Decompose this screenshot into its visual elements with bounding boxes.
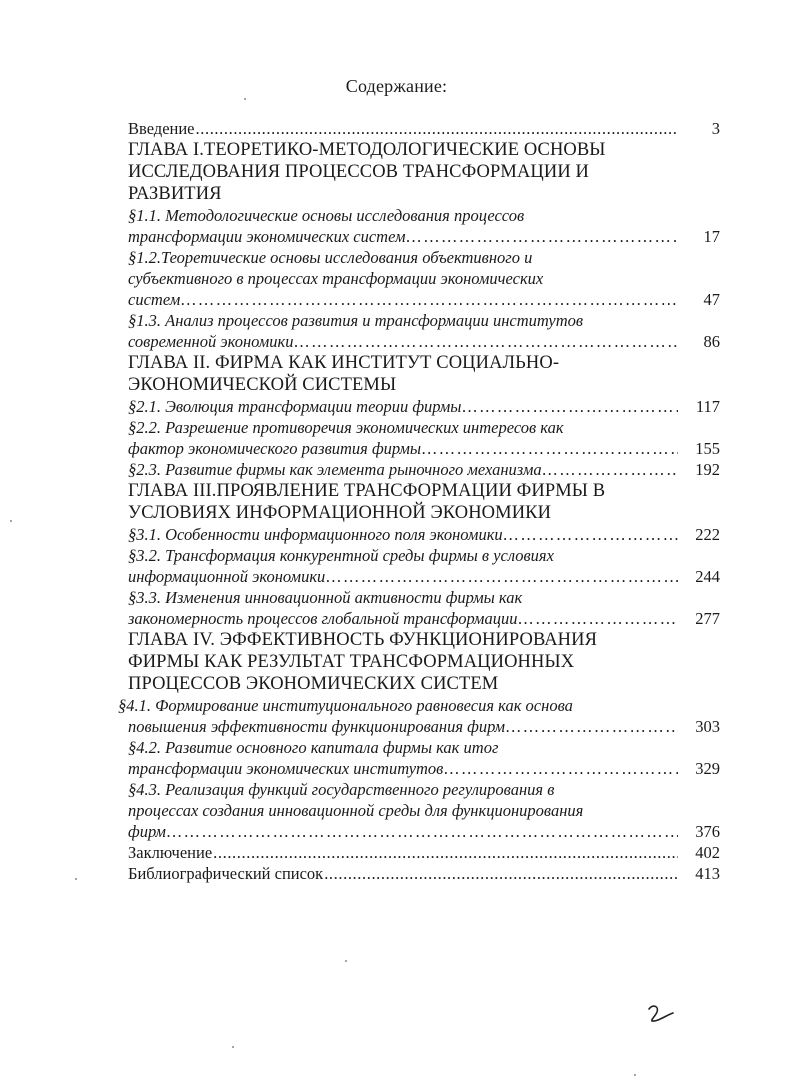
toc-entry-intro — [128, 118, 720, 139]
section-title-line: §3.2. Трансформация конкурентной среды фирмы в условиях — [128, 546, 554, 565]
section-title-line: процессах создания инновационной среды для функционирования — [128, 801, 584, 820]
table-of-contents — [118, 118, 720, 884]
dot-leader — [543, 459, 678, 480]
toc-page-number: 329 — [695, 759, 720, 778]
dot-leader — [324, 863, 678, 884]
toc-section-1-2 — [128, 247, 720, 310]
toc-entry-conclusion — [128, 842, 720, 863]
toc-section-1-1 — [128, 205, 720, 247]
scan-speck — [345, 960, 347, 962]
toc-entry-label: Библиографический список — [128, 864, 324, 883]
dot-leader — [407, 226, 678, 247]
toc-section-2-3 — [128, 459, 720, 480]
toc-section-4-2 — [128, 737, 720, 779]
chapter-heading-line: ПРОЦЕССОВ ЭКОНОМИЧЕСКИХ СИСТЕМ — [128, 674, 499, 694]
chapter-heading-line: ЭКОНОМИЧЕСКОЙ СИСТЕМЫ — [128, 375, 397, 395]
section-title-line: современной экономики — [128, 332, 294, 351]
dot-leader — [518, 608, 678, 629]
toc-section-4-3 — [128, 779, 720, 842]
dot-leader — [504, 524, 678, 545]
scan-speck — [634, 1074, 636, 1076]
dot-leader — [326, 566, 678, 587]
toc-page-number: 413 — [695, 864, 720, 883]
dot-leader — [295, 331, 678, 352]
section-title-line: §4.3. Реализация функций государственного регулирования в — [128, 780, 555, 799]
section-title-line: §1.1. Методологические основы исследования процессов — [128, 206, 525, 225]
page-title: Содержание: — [345, 76, 448, 96]
toc-section-4-1 — [118, 695, 720, 737]
section-title-line: субъективного в процессах трансформации экономических — [128, 269, 544, 288]
toc-entry-bibliography — [128, 863, 720, 884]
scan-speck — [10, 520, 12, 522]
handwritten-mark — [643, 1000, 679, 1028]
toc-page-number: 47 — [703, 290, 720, 309]
section-title-line: §2.3. Развитие фирмы как элемента рыночного механизма — [128, 460, 542, 479]
chapter-heading-line: ГЛАВА II. ФИРМА КАК ИНСТИТУТ СОЦИАЛЬНО- — [128, 353, 560, 373]
scan-speck — [244, 98, 246, 100]
chapter-4-heading — [128, 629, 628, 695]
toc-page-number: 192 — [695, 460, 720, 479]
dot-leader — [506, 716, 678, 737]
section-title-line: §4.1. Формирование институционального равновесия как основа — [118, 696, 573, 715]
toc-page-number: 86 — [703, 332, 720, 351]
toc-page-number: 155 — [695, 439, 720, 458]
dot-leader — [462, 396, 678, 417]
section-title-line: §2.2. Разрешение противоречия экономических интересов как — [128, 418, 564, 437]
section-title-line: систем — [128, 290, 181, 309]
toc-section-1-3 — [128, 310, 720, 352]
section-title-line: §1.2.Теоретические основы исследования объективного и — [128, 248, 533, 267]
section-title-line: §4.2. Развитие основного капитала фирмы как итог — [128, 738, 499, 757]
chapter-heading-line: РАЗВИТИЯ — [128, 184, 222, 204]
chapter-heading-line: ГЛАВА III.ПРОЯВЛЕНИЕ ТРАНСФОРМАЦИИ ФИРМЫ В — [128, 481, 606, 501]
toc-page-number: 222 — [695, 525, 720, 544]
dot-leader — [181, 289, 678, 310]
chapter-heading-line: УСЛОВИЯХ ИНФОРМАЦИОННОЙ ЭКОНОМИКИ — [128, 503, 552, 523]
toc-page-number: 3 — [711, 119, 720, 138]
section-title-line: повышения эффективности функционирования фирм — [128, 717, 506, 736]
section-title-line: §1.3. Анализ процессов развития и трансформации институтов — [128, 311, 584, 330]
toc-section-3-3 — [128, 587, 720, 629]
dot-leader — [167, 821, 678, 842]
dot-leader — [213, 842, 678, 863]
dot-leader — [444, 758, 678, 779]
toc-section-3-1 — [128, 524, 720, 545]
chapter-heading-line: ГЛАВА IV. ЭФФЕКТИВНОСТЬ ФУНКЦИОНИРОВАНИЯ — [128, 630, 598, 650]
chapter-heading-line: ФИРМЫ КАК РЕЗУЛЬТАТ ТРАНСФОРМАЦИОННЫХ — [128, 652, 575, 672]
toc-section-3-2 — [128, 545, 720, 587]
toc-page-number: 17 — [703, 227, 720, 246]
section-title-line: фирм — [128, 822, 166, 841]
toc-page-number: 376 — [695, 822, 720, 841]
chapter-3-heading — [128, 480, 628, 524]
chapter-2-heading — [128, 352, 628, 396]
section-title-line: закономерность процессов глобальной трансформации — [128, 609, 518, 628]
section-title-line: фактор экономического развития фирмы — [128, 439, 422, 458]
section-title-line: трансформации экономических институтов — [128, 759, 444, 778]
toc-page-number: 303 — [695, 717, 720, 736]
chapter-heading-line: ГЛАВА I.ТЕОРЕТИКО-МЕТОДОЛОГИЧЕСКИЕ ОСНОВЫ — [128, 140, 606, 160]
toc-page-number: 117 — [695, 397, 720, 416]
scan-speck — [75, 878, 77, 880]
section-title-line: §2.1. Эволюция трансформации теории фирмы — [128, 397, 462, 416]
scan-speck — [232, 1046, 234, 1048]
toc-section-2-1 — [128, 396, 720, 417]
dot-leader — [422, 438, 678, 459]
toc-page-number: 402 — [695, 843, 720, 862]
section-title-line: информационной экономики — [128, 567, 326, 586]
toc-page-number: 244 — [695, 567, 720, 586]
chapter-1-heading — [128, 139, 628, 205]
toc-entry-label: Введение — [128, 119, 195, 138]
section-title-line: трансформации экономических систем — [128, 227, 406, 246]
section-title-line: §3.3. Изменения инновационной активности фирмы как — [128, 588, 523, 607]
chapter-heading-line: ИССЛЕДОВАНИЯ ПРОЦЕССОВ ТРАНСФОРМАЦИИ И — [128, 162, 589, 182]
toc-section-2-2 — [128, 417, 720, 459]
toc-page-number: 277 — [695, 609, 720, 628]
toc-entry-label: Заключение — [128, 843, 213, 862]
dot-leader — [196, 118, 678, 139]
section-title-line: §3.1. Особенности информационного поля экономики — [128, 525, 503, 544]
